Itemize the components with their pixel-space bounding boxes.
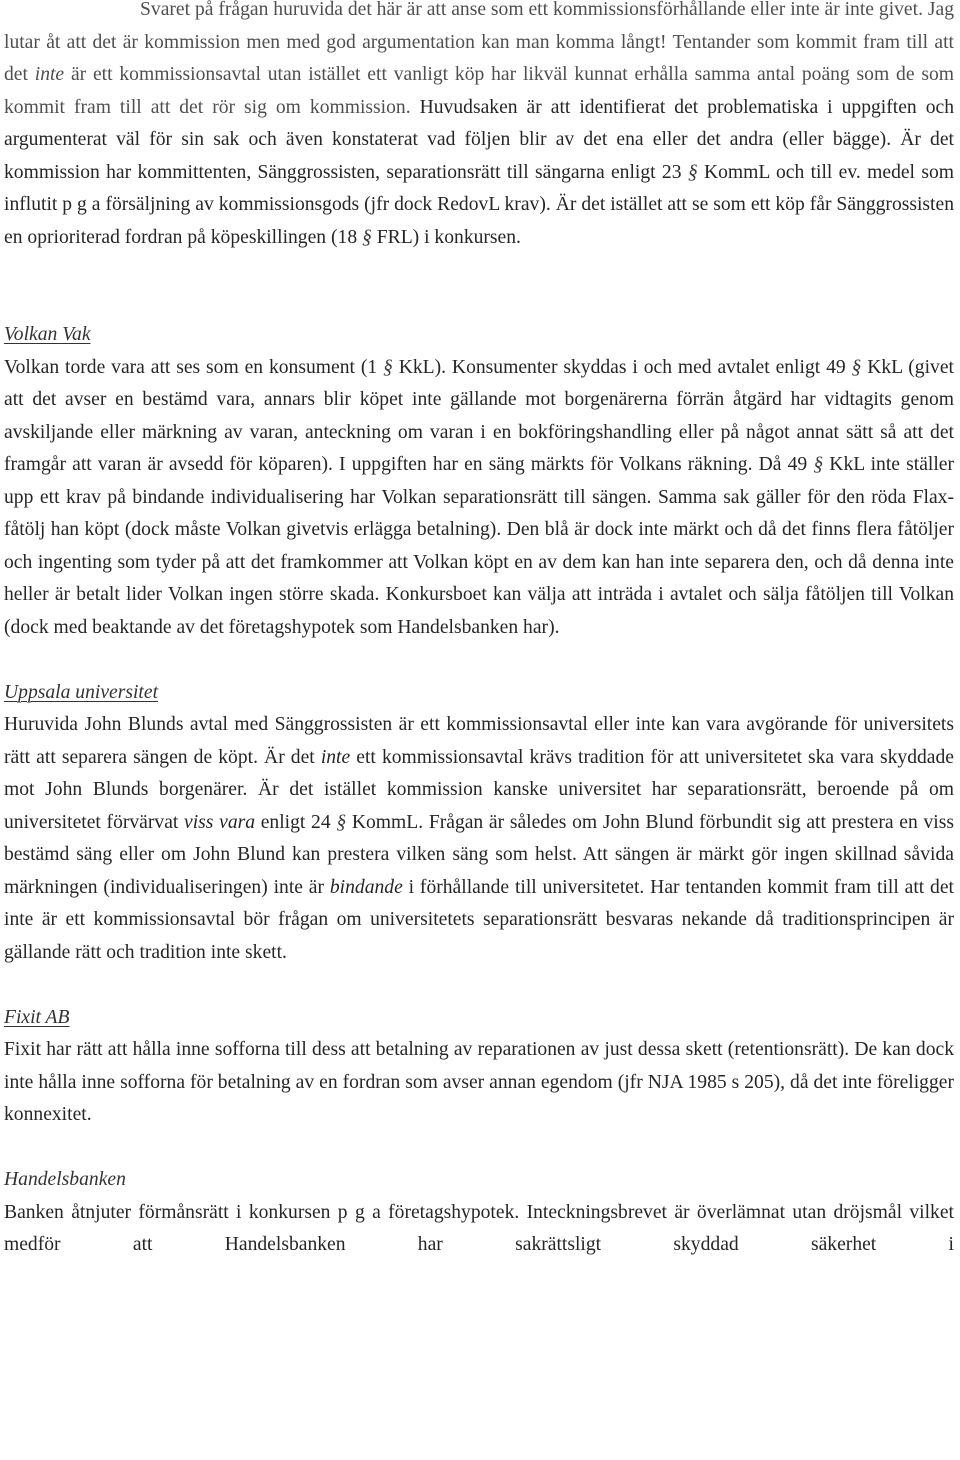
volkan-paragraph [4, 352, 954, 645]
heading-handelsbanken: Handelsbanken [4, 1169, 126, 1190]
section-mark: § [687, 161, 698, 183]
section-mark: § [362, 226, 372, 248]
heading-fixit-ab: Fixit AB [4, 1006, 70, 1028]
intro-emphasis-inte: inte [34, 64, 65, 85]
spacer [4, 254, 954, 319]
handelsbanken-paragraph: Banken åtnjuter förmånsrätt i konkursen p g a företagshypotek. Inteckningsbrevet är överlämnat utan dröjsmål vilket medför att Handelsbanken har sakrättsligt skyddad säkerhet i [4, 1201, 954, 1255]
heading-uppsala-universitet: Uppsala universitet [4, 681, 159, 703]
intro-paragraph [4, 0, 954, 254]
uppsala-emphasis-bindande: bindande [329, 876, 403, 898]
intro-text-part-2: är ett kommissionsavtal utan istället ett vanligt köp har likväl kunnat erhålla samma antal poäng som de som kommit fram till att det rör sig om kommission. [4, 64, 954, 118]
uppsala-text-part-3: enligt 24 [255, 811, 337, 833]
section-mark: § [851, 356, 862, 378]
uppsala-paragraph [4, 709, 954, 969]
document-page [4, 0, 954, 1262]
spacer [4, 969, 954, 1002]
volkan-text-part-2: KkL). Konsumenter skyddas i och med avtalet enligt 49 [392, 356, 852, 378]
section-mark: § [336, 811, 347, 833]
uppsala-text-part-1: Huruvida John Blunds avtal med Sänggrossisten är ett kommissionsavtal eller inte kan vara avgörande för universitets rätt att separera sängen de köpt. Är det [4, 714, 954, 768]
uppsala-emphasis-viss-vara: viss vara [184, 811, 256, 833]
volkan-text-part-3: KkL (givet att det avser en bestämd vara, annars blir köpet inte gällande mot borgenärerna förrän åtgärd har vidtagits genom avskiljande eller märkning av varan, anteckning om varan i en bokföringshandling eller på något annat sätt så att det framgår att varan är avsedd för köparen). I uppgiften har en säng märkts för Volkans räkning. Då 49 [4, 356, 954, 475]
uppsala-text-part-4: KommL. Frågan är således om John Blund förbundit sig att prestera en viss bestämd säng eller om John Blund kan prestera vilken säng som helst. Att sängen är märkt gör ingen skillnad såvida märkningen (individualiseringen) inte är [4, 811, 954, 898]
intro-text-part-1: Svaret på frågan huruvida det här är att anse som ett kommissionsförhållande eller inte är inte givet. Jag lutar åt att det är kommission men med god argumentation kan man komma långt! Tentander som kommit fram till att det [4, 0, 954, 85]
spacer [4, 644, 954, 677]
intro-text-part-4: KommL och till ev. medel som influtit p g a försäljning av kommissionsgods (jfr dock RedovL krav). Är det istället att se som ett köp får Sänggrossisten en oprioriterad fordran på köpeskillingen (18 [4, 161, 954, 248]
uppsala-text-part-5: i förhållande till universitetet. Har tentanden kommit fram till att det inte är ett kommissionsavtal bör frågan om universitetets separationsrätt besvaras nekande då traditionsprincipen är gällande rätt och tradition inte skett. [4, 876, 954, 963]
intro-text-part-5: FRL) i konkursen. [371, 226, 521, 248]
intro-text-part-3: Huvudsaken är att identifierat det problematiska i uppgiften och argumenterat väl för sin sak och även konstaterat vad följen blir av det ena eller det andra (eller bägge). Är det kommission har kommittenten, Sänggrossisten, separationsrätt till sängarna enligt 23 [4, 96, 954, 183]
uppsala-emphasis-inte: inte [320, 746, 351, 768]
section-mark: § [813, 454, 824, 475]
uppsala-text-part-2: ett kommissionsavtal krävs tradition för att universitetet ska vara skyddade mot John Blunds borgenärer. Är det istället kommission kanske universitet har separationsrätt, beroende på om universitetet förvärvat [4, 746, 954, 833]
section-mark: § [383, 356, 393, 378]
fixit-paragraph: Fixit har rätt att hålla inne sofforna till dess att betalning av reparationen av just dessa skett (retentionsrätt). De kan dock inte hålla inne sofforna för betalning av en fordran som avser annan egendom (jfr NJA 1985 s 205), då det inte föreligger konnexitet. [4, 1039, 954, 1125]
heading-volkan-vak: Volkan Vak [4, 324, 91, 345]
volkan-text-part-1: Volkan torde vara att ses som en konsument (1 [4, 356, 384, 378]
spacer [4, 1132, 954, 1165]
volkan-text-part-4: KkL inte ställer upp ett krav på bindande individualisering har Volkan separationsrätt till sängen. Samma sak gäller för den röda Flax-fåtölj han köpt (dock måste Volkan givetvis erlägga betalning). Den blå är dock inte märkt och då det finns flera fåtöljer och ingenting som tyder på att det framkommer att Volkan köpt en av dem kan han inte separera den, och då denna inte heller är betalt lider Volkan ingen större skada. Konkursboet kan välja att inträda i avtalet och sälja fåtöljen till Volkan (dock med beaktande av det företagshypotek som Handelsbanken har). [4, 454, 955, 638]
